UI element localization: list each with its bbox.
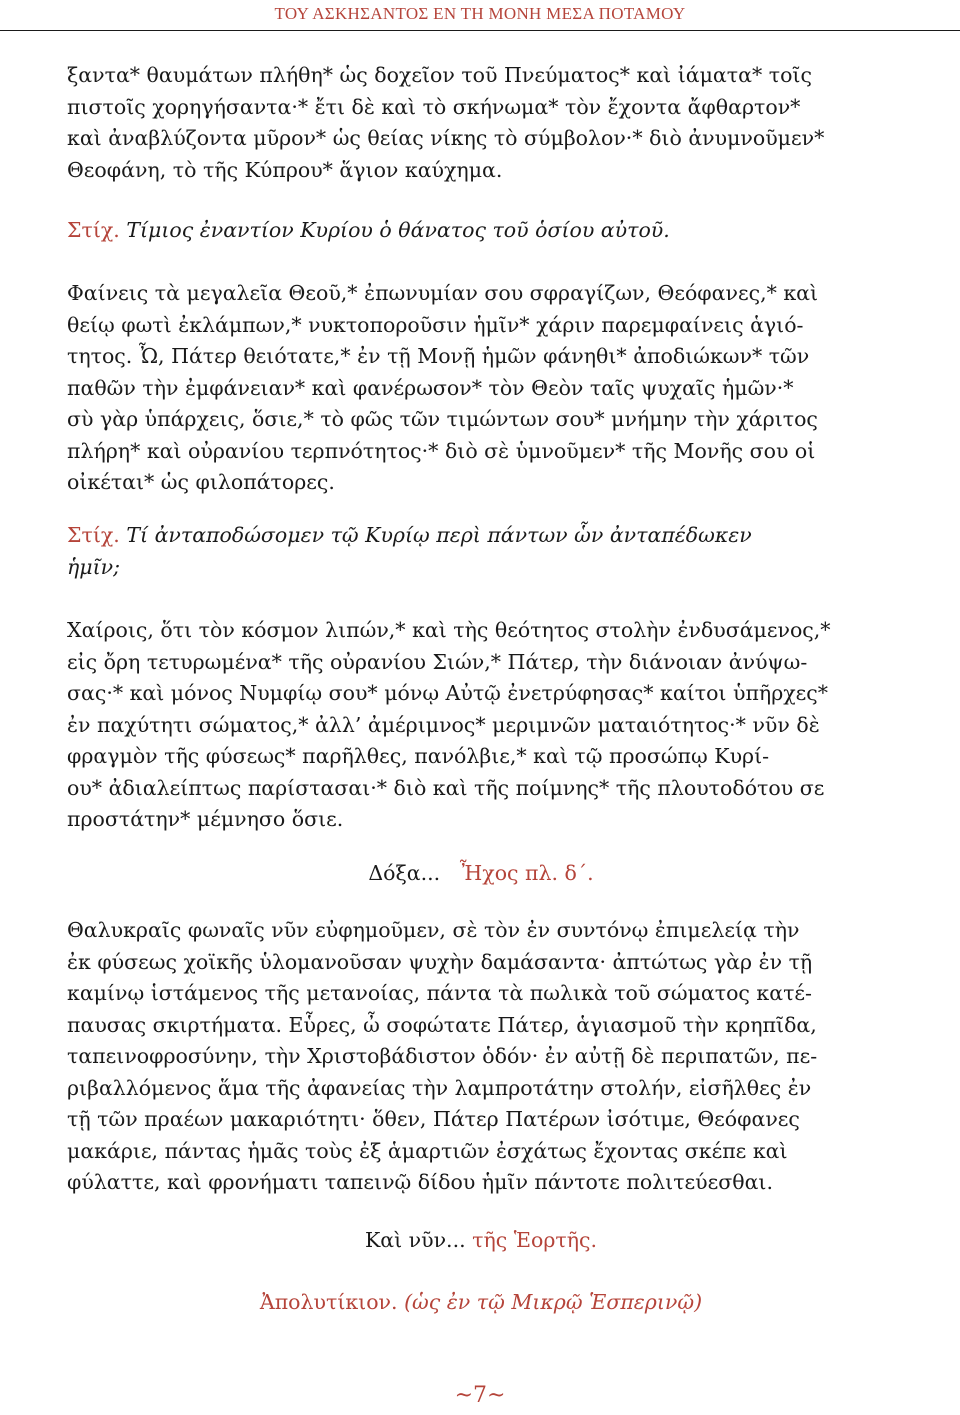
feast-label: τῆς Ἑορτῆς. [472, 1228, 598, 1252]
text-line: τῇ τῶν πραέων μακαριότητι· ὅθεν, Πάτερ Πατέρων ἰσότιμε, Θεόφανες [67, 1107, 800, 1131]
verse-1 [67, 215, 895, 247]
text-line: καμίνῳ ἱστάμενος τῆς μετανοίας, πάντα τὰ πωλικὰ τοῦ σώματος κατέ- [67, 981, 812, 1005]
text-line: προστάτην* μέμνησο ὅσιε. [67, 807, 344, 831]
text-line: ξαντα* θαυμάτων πλήθη* ὡς δοχεῖον τοῦ Πνεύματος* καὶ ἰάματα* τοῖς [67, 63, 812, 87]
paragraph-2 [67, 278, 895, 499]
verse-text: Τί ἀνταποδώσομεν τῷ Κυρίῳ περὶ πάντων ὧν ἀνταπέδωκεν [126, 523, 752, 547]
verse-text: ἡμῖν; [67, 554, 121, 579]
text-line: εἰς ὄρη τετυρωμένα* τῆς οὐρανίου Σιών,* Πάτερ, τὴν διάνοιαν ἀνύψω- [67, 649, 808, 674]
text-line: φύλαττε, καὶ φρονήματι ταπεινῷ δίδου ἡμῖν πάντοτε πολιτεύεσθαι. [67, 1170, 773, 1194]
kai-nyn-text: Καὶ νῦν... [364, 1228, 466, 1252]
paragraph-3 [67, 615, 895, 836]
apolytikion-label: Ἀπολυτίκιον. [259, 1290, 398, 1314]
text-line: τητος. Ὦ, Πάτερ θειότατε,* ἐν τῇ Μονῇ ἡμῶν φάνηθι* ἀποδιώκων* τῶν [67, 344, 810, 368]
verse-label: Στίχ. [67, 218, 120, 242]
doxa-text: Δόξα... [368, 861, 441, 885]
text-line: μακάριε, πάντας ἡμᾶς τοὺς ἐξ ἁμαρτιῶν ἐσχάτως ἔχοντας σκέπε καὶ [67, 1138, 788, 1163]
text-line: πιστοῖς χορηγήσαντα·* ἔτι δὲ καὶ τὸ σκήνωμα* τὸν ἔχοντα ἄφθαρτον* [67, 94, 801, 119]
header-divider [0, 30, 960, 31]
paragraph-4 [67, 915, 895, 1199]
text-line: σὺ γὰρ ὑπάρχεις, ὅσιε,* τὸ φῶς τῶν τιμώντων σου* μνήμην τὴν χάριτος [67, 407, 818, 431]
running-header: ΤΟΥ ΑΣΚΗΣΑΝΤΟΣ ΕΝ ΤΗ ΜΟΝΗ ΜΕΣΑ ΠΟΤΑΜΟΥ [274, 4, 686, 23]
text-line: παθῶν τὴν ἐμφάνειαν* καὶ φανέρωσον* τὸν Θεὸν ταῖς ψυχαῖς ἡμῶν·* [67, 375, 794, 400]
text-line: ου* ἀδιαλείπτως παρίστασαι·* διὸ καὶ τῆς ποίμνης* τῆς πλουτοδότου σε [67, 775, 825, 800]
text-line: πλήρη* καὶ οὐρανίου τερπνότητος·* διὸ σὲ ὑμνοῦμεν* τῆς Μονῆς σου οἱ [67, 438, 816, 463]
paragraph-1 [67, 60, 895, 186]
text-line: οἰκέται* ὡς φιλοπάτορες. [67, 470, 335, 494]
doxa-rubric [67, 858, 895, 890]
kai-nyn-rubric [67, 1225, 895, 1257]
verse-text: Τίμιος ἐναντίον Κυρίου ὁ θάνατος τοῦ ὁσίου αὐτοῦ. [126, 218, 670, 242]
text-line: Θεοφάνη, τὸ τῆς Κύπρου* ἅγιον καύχημα. [67, 157, 503, 182]
text-line: Χαίροις, ὅτι τὸν κόσμον λιπών,* καὶ τὴς θεότητος στολὴν ἐνδυσάμενος,* [67, 618, 831, 642]
apolytikion-note: (ὡς ἐν τῷ Μικρῷ Ἑσπερινῷ) [404, 1290, 703, 1314]
verse-2 [67, 520, 895, 583]
verse-label: Στίχ. [67, 523, 120, 547]
text-line: ἐκ φύσεως χοϊκῆς ὑλομανοῦσαν ψυχὴν δαμάσαντα· ἀπτώτως γὰρ ἐν τῇ [67, 949, 813, 974]
text-line: καὶ ἀναβλύζοντα μῦρον* ὡς θείας νίκης τὸ σύμβολον·* διὸ ἀνυμνοῦμεν* [67, 126, 825, 150]
tone-label: Ἦχος πλ. δ΄. [459, 861, 594, 885]
text-line: ταπεινοφροσύνην, τὴν Χριστοβάδιστον ὁδόν· ἐν αὐτῇ δὲ περιπατῶν, πε- [67, 1044, 818, 1068]
text-line: θείῳ φωτὶ ἐκλάμπων,* νυκτοποροῦσιν ἡμῖν* χάριν παρεμφαίνεις ἁγιό- [67, 312, 804, 337]
page-number: ~7~ [454, 1383, 506, 1408]
text-line: σας·* καὶ μόνος Νυμφίῳ σου* μόνῳ Αὐτῷ ἐνετρύφησας* καίτοι ὑπῆρχες* [67, 681, 829, 705]
apolytikion-heading [67, 1287, 895, 1319]
text-line: φραγμὸν τῆς φύσεως* παρῆλθες, πανόλβιε,* καὶ τῷ προσώπῳ Κυρί- [67, 744, 770, 768]
text-line: ριβαλλόμενος ἅμα τῆς ἀφανείας τὴν λαμπροτάτην στολήν, εἰσῆλθες ἐν [67, 1075, 812, 1100]
text-line: Φαίνεις τὰ μεγαλεῖα Θεοῦ,* ἐπωνυμίαν σου σφραγίζων, Θεόφανες,* καὶ [67, 281, 819, 305]
text-line: ἐν παχύτητι σώματος,* ἀλλ’ ἀμέριμνος* μεριμνῶν ματαιότητος·* νῦν δὲ [67, 712, 820, 737]
text-line: παυσας σκιρτήματα. Εὗρες, ὦ σοφώτατε Πάτερ, ἁγιασμοῦ τὴν κρηπῖδα, [67, 1012, 817, 1037]
text-line: Θαλυκραῖς φωναῖς νῦν εὐφημοῦμεν, σὲ τὸν ἐν συντόνῳ ἐπιμελείᾳ τὴν [67, 918, 800, 942]
